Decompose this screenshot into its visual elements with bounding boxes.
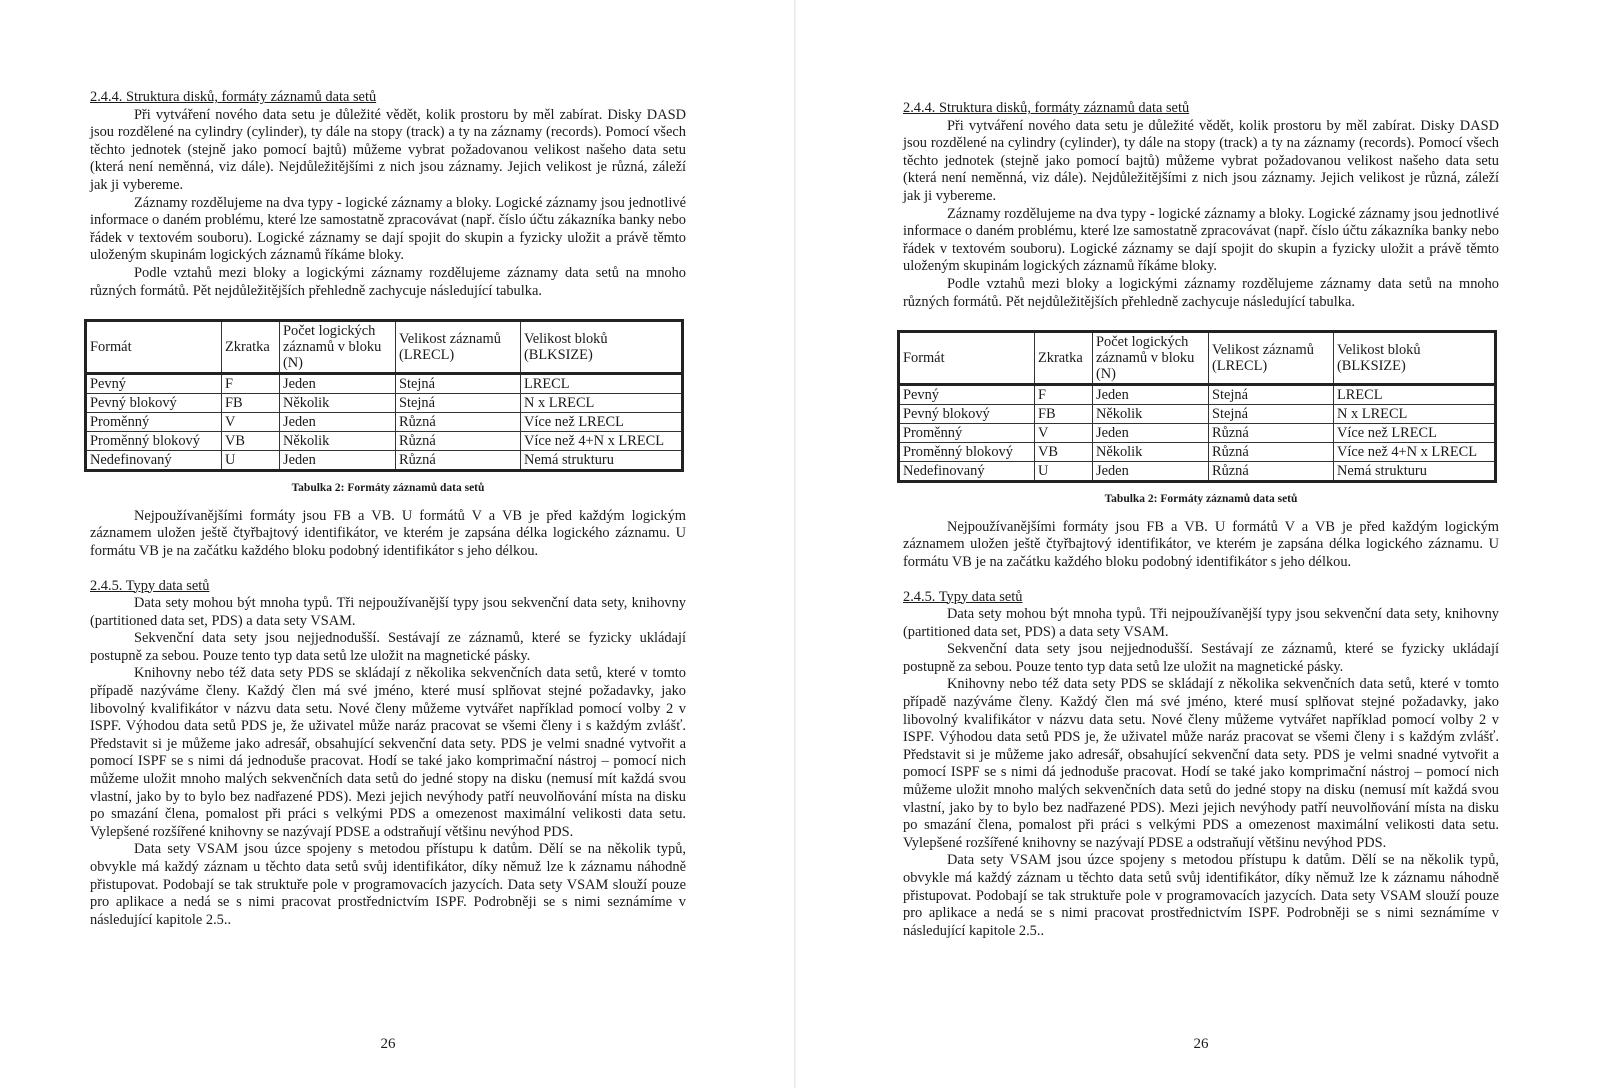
paragraph: Nejpoužívanějšími formáty jsou FB a VB. U formátů V a VB je před každým logickým záznamem uložen ještě čtyřbajtový identifikátor, ve kterém je zapsána délka logického záznamu. U formátu VB je na začátku každého bloku podobný identifikátor s jeho délkou. xyxy=(903,518,1499,570)
table-header-cell: Počet logických záznamů v bloku (N) xyxy=(280,321,396,374)
table-cell: Několik xyxy=(280,394,396,413)
paragraph: Záznamy rozdělujeme na dva typy - logické záznamy a bloky. Logické záznamy jsou jednotlivé informace o daném problému, které lze samostatně zpracovávat (např. číslo účtu zákazníka banky nebo řádek v textovém souboru). Logické záznamy se dají spojit do skupin a fyzicky uložit a právě těmto uloženým skupinám logických záznamů říkáme bloky. xyxy=(90,194,686,264)
paragraph: Knihovny nebo též data sety PDS se skládají z několika sekvenčních data setů, které v tomto případě nazýváme členy. Každý člen má své jméno, které musí splňovat stejné požadavky, jako libovolný kvalifikátor v názvu data setu. Nové členy můžeme vytvářet například pomocí volby 2 v ISPF. Výhodou data setů PDS je, že uživatel může naráz pracovat se všemi členy i s každým zvlášť. Představit si je můžeme jako adresář, obsahující sekvenční data sety. PDS je velmi snadné vytvořit a pomocí ISPF se s nimi dá jednoduše pracovat. Hodí se také jako komprimační nástroj – pomocí nich můžeme uložit mnoho malých sekvenčních data setů do jedné stopy na disku (nemusí mít každá svou vlastní, jako by to bylo bez nadřazené PDS). Mezi jejich nevýhody patří neuvolňování místa na disku po smazání člena, pomalost při práci s velkými PDS a omezenost maximální velikosti data setu. Vylepšené rozšířené knihovny se nazývají PDSE a odstraňují většinu nevýhod PDS. xyxy=(90,665,686,840)
table-caption: Tabulka 2: Formáty záznamů data setů xyxy=(291,482,485,495)
table-cell: Různá xyxy=(396,432,521,451)
table-cell: U xyxy=(1035,462,1093,482)
table-cell: Proměnný blokový xyxy=(86,432,222,451)
table-cell: N x LRECL xyxy=(1334,405,1496,424)
table-cell: U xyxy=(222,451,280,471)
table-header-cell: Velikost bloků (BLKSIZE) xyxy=(1334,332,1496,385)
table-cell: Stejná xyxy=(1209,385,1334,405)
table-cell: Různá xyxy=(396,451,521,471)
table-cell: Jeden xyxy=(280,451,396,471)
table-cell: Pevný blokový xyxy=(899,405,1035,424)
record-formats-table xyxy=(84,319,684,472)
page-content xyxy=(90,89,686,929)
paragraph: Nejpoužívanějšími formáty jsou FB a VB. U formátů V a VB je před každým logickým záznamem uložen ještě čtyřbajtový identifikátor, ve kterém je zapsána délka logického záznamu. U formátu VB je na začátku každého bloku podobný identifikátor s jeho délkou. xyxy=(90,507,686,559)
table-row xyxy=(899,405,1496,424)
table-cell: Pevný xyxy=(86,374,222,394)
table-cell: V xyxy=(222,413,280,432)
table-cell: Jeden xyxy=(280,374,396,394)
table-cell: FB xyxy=(222,394,280,413)
table-cell: Jeden xyxy=(1093,385,1209,405)
table-cell: Více než 4+N x LRECL xyxy=(1334,443,1496,462)
table-cell: N x LRECL xyxy=(521,394,683,413)
paragraph: Data sety VSAM jsou úzce spojeny s metodou přístupu k datům. Dělí se na několik typů, obvykle má každý záznam u těchto data setů svůj identifikátor, díky němuž lze k záznamu náhodně přistupovat. Podobají se tak struktuře pole v programovacích jazycích. Data sety VSAM slouží pouze pro aplikace a nedá se s nimi pracovat prostřednictvím ISPF. Podrobněji se s nimi seznámíme v následující kapitole 2.5.. xyxy=(90,841,686,928)
table-cell: LRECL xyxy=(521,374,683,394)
table-header-cell: Velikost záznamů (LRECL) xyxy=(396,321,521,374)
left-page xyxy=(90,0,686,1088)
table-header-cell: Velikost záznamů (LRECL) xyxy=(1209,332,1334,385)
paragraph: Při vytváření nového data setu je důležité vědět, kolik prostoru by měl zabírat. Disky DASD jsou rozdělené na cylindry (cylinder), ty dále na stopy (track) a ty na záznamy (records). Pomocí všech těchto jednotek (stejně jako pomocí bajtů) můžeme vybrat požadovanou velikost našeho data setu (která není neměnná, viz dále). Nejdůležitějšími z nich jsou záznamy. Jejich velikost je různá, záleží jak ji vybereme. xyxy=(90,106,686,193)
table-cell: Různá xyxy=(1209,462,1334,482)
table-cell: Jeden xyxy=(1093,462,1209,482)
table-row xyxy=(899,443,1496,462)
paragraph: Data sety VSAM jsou úzce spojeny s metodou přístupu k datům. Dělí se na několik typů, obvykle má každý záznam u těchto data setů svůj identifikátor, díky němuž lze k záznamu náhodně přistupovat. Podobají se tak struktuře pole v programovacích jazycích. Data sety VSAM slouží pouze pro aplikace a nedá se s nimi pracovat prostřednictvím ISPF. Podrobněji se s nimi seznámíme v následující kapitole 2.5.. xyxy=(903,852,1499,939)
table-cell: Více než 4+N x LRECL xyxy=(521,432,683,451)
table-cell: Nemá strukturu xyxy=(521,451,683,471)
table-header-cell: Zkratka xyxy=(1035,332,1093,385)
paragraph: Podle vztahů mezi bloky a logickými záznamy rozdělujeme záznamy data setů na mnoho různých formátů. Pět nejdůležitějších přehledně zachycuje následující tabulka. xyxy=(903,275,1499,310)
page-content xyxy=(903,100,1499,940)
table-cell: Pevný xyxy=(899,385,1035,405)
table-cell: Pevný blokový xyxy=(86,394,222,413)
paragraph: Sekvenční data sety jsou nejjednodušší. Sestávají ze záznamů, které se fyzicky ukládají postupně za sebou. Pouze tento typ data setů lze uložit na magnetické pásky. xyxy=(903,641,1499,675)
record-formats-table xyxy=(897,330,1497,483)
table-cell: FB xyxy=(1035,405,1093,424)
table-cell: LRECL xyxy=(1334,385,1496,405)
paragraph: Záznamy rozdělujeme na dva typy - logické záznamy a bloky. Logické záznamy jsou jednotlivé informace o daném problému, které lze samostatně zpracovávat (např. číslo účtu zákazníka banky nebo řádek v textovém souboru). Logické záznamy se dají spojit do skupin a fyzicky uložit a právě těmto uloženým skupinám logických záznamů říkáme bloky. xyxy=(903,205,1499,275)
section-heading: 2.4.4. Struktura disků, formáty záznamů data setů xyxy=(903,100,1190,116)
table-header-cell: Počet logických záznamů v bloku (N) xyxy=(1093,332,1209,385)
table-cell: Více než LRECL xyxy=(1334,424,1496,443)
spacer xyxy=(90,561,686,578)
right-page xyxy=(903,0,1499,1088)
table-row xyxy=(86,413,683,432)
page-number: 26 xyxy=(380,1036,396,1052)
spacer xyxy=(903,572,1499,589)
table-cell: F xyxy=(222,374,280,394)
table-caption: Tabulka 2: Formáty záznamů data setů xyxy=(1104,493,1298,506)
table-cell: Proměnný xyxy=(86,413,222,432)
table-row xyxy=(899,385,1496,405)
table-header-row xyxy=(86,321,683,374)
table-header-cell: Zkratka xyxy=(222,321,280,374)
section-heading: 2.4.5. Typy data setů xyxy=(903,588,1023,605)
table-row xyxy=(86,451,683,471)
table-cell: Stejná xyxy=(1209,405,1334,424)
table-cell: F xyxy=(1035,385,1093,405)
table-row xyxy=(86,374,683,394)
table-cell: Několik xyxy=(1093,443,1209,462)
table-cell: Více než LRECL xyxy=(521,413,683,432)
table-row xyxy=(86,432,683,451)
table-row xyxy=(86,394,683,413)
page-number: 26 xyxy=(1193,1036,1209,1052)
table-cell: Jeden xyxy=(280,413,396,432)
paragraph: Data sety mohou být mnoha typů. Tři nejpoužívanější typy jsou sekvenční data sety, knihovny (partitioned data set, PDS) a data sety VSAM. xyxy=(90,595,686,629)
table-cell: Několik xyxy=(1093,405,1209,424)
table-cell: Stejná xyxy=(396,374,521,394)
table-cell: V xyxy=(1035,424,1093,443)
table-cell: VB xyxy=(1035,443,1093,462)
section-heading: 2.4.5. Typy data setů xyxy=(90,577,210,594)
table-header-cell: Formát xyxy=(86,321,222,374)
paragraph: Při vytváření nového data setu je důležité vědět, kolik prostoru by měl zabírat. Disky DASD jsou rozdělené na cylindry (cylinder), ty dále na stopy (track) a ty na záznamy (records). Pomocí všech těchto jednotek (stejně jako pomocí bajtů) můžeme vybrat požadovanou velikost našeho data setu (která není neměnná, viz dále). Nejdůležitějšími z nich jsou záznamy. Jejich velikost je různá, záleží jak ji vybereme. xyxy=(903,117,1499,204)
table-cell: Nemá strukturu xyxy=(1334,462,1496,482)
table-cell: Proměnný blokový xyxy=(899,443,1035,462)
section-heading: 2.4.4. Struktura disků, formáty záznamů data setů xyxy=(90,89,377,105)
table-cell: Různá xyxy=(396,413,521,432)
page-gutter xyxy=(794,0,796,1088)
paragraph: Sekvenční data sety jsou nejjednodušší. Sestávají ze záznamů, které se fyzicky ukládají postupně za sebou. Pouze tento typ data setů lze uložit na magnetické pásky. xyxy=(90,630,686,664)
paragraph: Knihovny nebo též data sety PDS se skládají z několika sekvenčních data setů, které v tomto případě nazýváme členy. Každý člen má své jméno, které musí splňovat stejné požadavky, jako libovolný kvalifikátor v názvu data setu. Nové členy můžeme vytvářet například pomocí volby 2 v ISPF. Výhodou data setů PDS je, že uživatel může naráz pracovat se všemi členy i s každým zvlášť. Představit si je můžeme jako adresář, obsahující sekvenční data sety. PDS je velmi snadné vytvořit a pomocí ISPF se s nimi dá jednoduše pracovat. Hodí se také jako komprimační nástroj – pomocí nich můžeme uložit mnoho malých sekvenčních data setů do jedné stopy na disku (nemusí mít každá svou vlastní, jako by to bylo bez nadřazené PDS). Mezi jejich nevýhody patří neuvolňování místa na disku po smazání člena, pomalost při práci s velkými PDS a omezenost maximální velikosti data setu. Vylepšené rozšířené knihovny se nazývají PDSE a odstraňují většinu nevýhod PDS. xyxy=(903,676,1499,851)
table-cell: Jeden xyxy=(1093,424,1209,443)
paragraph: Podle vztahů mezi bloky a logickými záznamy rozdělujeme záznamy data setů na mnoho různých formátů. Pět nejdůležitějších přehledně zachycuje následující tabulka. xyxy=(90,264,686,299)
table-cell: Několik xyxy=(280,432,396,451)
table-cell: Proměnný xyxy=(899,424,1035,443)
table-cell: Nedefinovaný xyxy=(86,451,222,471)
table-cell: Stejná xyxy=(396,394,521,413)
table-cell: Různá xyxy=(1209,443,1334,462)
paragraph: Data sety mohou být mnoha typů. Tři nejpoužívanější typy jsou sekvenční data sety, knihovny (partitioned data set, PDS) a data sety VSAM. xyxy=(903,606,1499,640)
table-header-row xyxy=(899,332,1496,385)
table-cell: VB xyxy=(222,432,280,451)
table-cell: Nedefinovaný xyxy=(899,462,1035,482)
table-header-cell: Formát xyxy=(899,332,1035,385)
table-header-cell: Velikost bloků (BLKSIZE) xyxy=(521,321,683,374)
table-row xyxy=(899,462,1496,482)
table-cell: Různá xyxy=(1209,424,1334,443)
table-row xyxy=(899,424,1496,443)
